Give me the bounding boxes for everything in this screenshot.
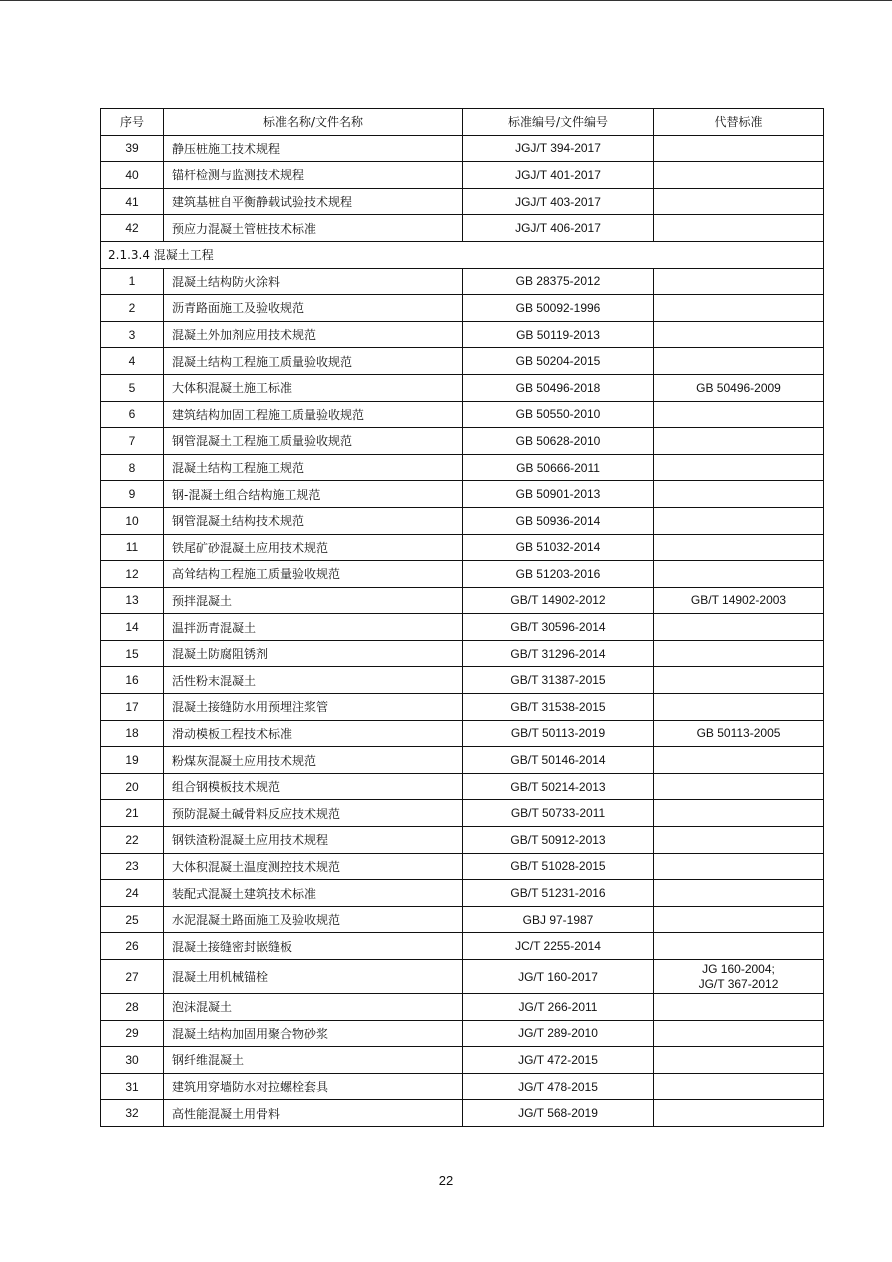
row-number: 2 xyxy=(101,295,164,322)
standard-name: 预应力混凝土管桩技术标准 xyxy=(164,215,463,242)
standard-name: 混凝土外加剂应用技术规范 xyxy=(164,321,463,348)
standard-name: 混凝土接缝防水用预埋注浆管 xyxy=(164,694,463,721)
replaced-standard-line: JG/T 367-2012 xyxy=(698,976,779,991)
table-row xyxy=(101,374,824,401)
standard-name: 混凝土结构工程施工规范 xyxy=(164,454,463,481)
table-row xyxy=(101,428,824,455)
rows-after-section xyxy=(101,268,824,1126)
replaced-standard: GB 50496-2009 xyxy=(654,374,824,401)
table-row xyxy=(101,188,824,215)
replaced-standard xyxy=(654,561,824,588)
standard-name: 高性能混凝土用骨料 xyxy=(164,1100,463,1127)
standard-code: JC/T 2255-2014 xyxy=(463,933,654,960)
table-row xyxy=(101,1073,824,1100)
standard-name: 钢管混凝土工程施工质量验收规范 xyxy=(164,428,463,455)
row-number: 31 xyxy=(101,1073,164,1100)
standard-code: GBJ 97-1987 xyxy=(463,906,654,933)
replaced-standard xyxy=(654,428,824,455)
standard-name: 钢-混凝土组合结构施工规范 xyxy=(164,481,463,508)
row-number: 9 xyxy=(101,481,164,508)
replaced-standard xyxy=(654,1020,824,1047)
standard-code: GB 28375-2012 xyxy=(463,268,654,295)
table-row xyxy=(101,614,824,641)
replaced-standard xyxy=(654,773,824,800)
table-row xyxy=(101,215,824,242)
replaced-standard: GB/T 14902-2003 xyxy=(654,587,824,614)
row-number: 1 xyxy=(101,268,164,295)
table-row xyxy=(101,561,824,588)
standard-code: GB 50628-2010 xyxy=(463,428,654,455)
replaced-standard xyxy=(654,800,824,827)
table-row xyxy=(101,773,824,800)
page-number: 22 xyxy=(438,1173,454,1188)
row-number: 32 xyxy=(101,1100,164,1127)
section-row xyxy=(101,241,824,268)
standard-name: 混凝土结构加固用聚合物砂浆 xyxy=(164,1020,463,1047)
standard-name: 装配式混凝土建筑技术标准 xyxy=(164,880,463,907)
row-number: 21 xyxy=(101,800,164,827)
row-number: 18 xyxy=(101,720,164,747)
replaced-standard xyxy=(654,640,824,667)
row-number: 28 xyxy=(101,994,164,1021)
standard-code: JGJ/T 403-2017 xyxy=(463,188,654,215)
replaced-standard-line: JG 160-2004; xyxy=(702,961,775,976)
row-number: 11 xyxy=(101,534,164,561)
replaced-standard xyxy=(654,401,824,428)
standard-code: GB 50496-2018 xyxy=(463,374,654,401)
replaced-standard xyxy=(654,960,824,994)
row-number: 8 xyxy=(101,454,164,481)
standard-code: GB 51032-2014 xyxy=(463,534,654,561)
standard-name: 混凝土用机械锚栓 xyxy=(164,960,463,994)
standard-name: 铁尾矿砂混凝土应用技术规范 xyxy=(164,534,463,561)
table-row xyxy=(101,348,824,375)
replaced-standard xyxy=(654,215,824,242)
row-number: 13 xyxy=(101,587,164,614)
table-row xyxy=(101,800,824,827)
standard-name: 大体积混凝土施工标准 xyxy=(164,374,463,401)
row-number: 30 xyxy=(101,1047,164,1074)
row-number: 22 xyxy=(101,827,164,854)
standard-code: GB/T 50214-2013 xyxy=(463,773,654,800)
standard-name: 锚杆检测与监测技术规程 xyxy=(164,162,463,189)
replaced-standard xyxy=(654,454,824,481)
header-replaces: 代替标准 xyxy=(654,109,824,136)
table-header-row xyxy=(101,109,824,136)
standard-name: 钢管混凝土结构技术规范 xyxy=(164,507,463,534)
table-row xyxy=(101,960,824,994)
row-number: 27 xyxy=(101,960,164,994)
header-name: 标准名称/文件名称 xyxy=(164,109,463,136)
standard-code: GB 51203-2016 xyxy=(463,561,654,588)
standard-code: GB/T 51028-2015 xyxy=(463,853,654,880)
replaced-standard xyxy=(654,1047,824,1074)
replaced-standard xyxy=(654,694,824,721)
replaced-standard: GB 50113-2005 xyxy=(654,720,824,747)
row-number: 29 xyxy=(101,1020,164,1047)
table-row xyxy=(101,906,824,933)
standard-code: GB/T 50146-2014 xyxy=(463,747,654,774)
standard-name: 混凝土接缝密封嵌缝板 xyxy=(164,933,463,960)
standard-code: GB/T 50113-2019 xyxy=(463,720,654,747)
row-number: 42 xyxy=(101,215,164,242)
standard-code: JGJ/T 406-2017 xyxy=(463,215,654,242)
table-row xyxy=(101,667,824,694)
standard-name: 泡沫混凝土 xyxy=(164,994,463,1021)
standard-code: JGJ/T 394-2017 xyxy=(463,135,654,162)
table-row xyxy=(101,880,824,907)
table-row xyxy=(101,321,824,348)
replaced-standard xyxy=(654,906,824,933)
replaced-standard xyxy=(654,747,824,774)
standard-code: JG/T 568-2019 xyxy=(463,1100,654,1127)
table-row xyxy=(101,720,824,747)
row-number: 7 xyxy=(101,428,164,455)
table-row xyxy=(101,933,824,960)
row-number: 26 xyxy=(101,933,164,960)
replaced-standard xyxy=(654,614,824,641)
standard-name: 组合钢模板技术规范 xyxy=(164,773,463,800)
table-row xyxy=(101,1047,824,1074)
table-row xyxy=(101,295,824,322)
replaced-standard xyxy=(654,534,824,561)
standard-code: JG/T 266-2011 xyxy=(463,994,654,1021)
standard-code: GB 50936-2014 xyxy=(463,507,654,534)
replaced-standard xyxy=(654,481,824,508)
standard-name: 温拌沥青混凝土 xyxy=(164,614,463,641)
table-row xyxy=(101,853,824,880)
row-number: 5 xyxy=(101,374,164,401)
replaced-standard xyxy=(654,880,824,907)
standard-code: GB/T 30596-2014 xyxy=(463,614,654,641)
replaced-standard xyxy=(654,1073,824,1100)
replaced-standard xyxy=(654,348,824,375)
replaced-standard xyxy=(654,295,824,322)
standard-code: GB 50901-2013 xyxy=(463,481,654,508)
table-row xyxy=(101,401,824,428)
standard-name: 建筑结构加固工程施工质量验收规范 xyxy=(164,401,463,428)
table-row xyxy=(101,747,824,774)
replaced-standard xyxy=(654,667,824,694)
row-number: 25 xyxy=(101,906,164,933)
table-row xyxy=(101,1100,824,1127)
row-number: 10 xyxy=(101,507,164,534)
standard-code: GB 50550-2010 xyxy=(463,401,654,428)
section-title: 2.1.3.4 混凝土工程 xyxy=(101,241,824,268)
row-number: 39 xyxy=(101,135,164,162)
standard-code: JG/T 289-2010 xyxy=(463,1020,654,1047)
rows-before-section xyxy=(101,135,824,241)
row-number: 19 xyxy=(101,747,164,774)
row-number: 6 xyxy=(101,401,164,428)
table-row xyxy=(101,135,824,162)
table-row xyxy=(101,534,824,561)
replaced-standard xyxy=(654,135,824,162)
table-row xyxy=(101,454,824,481)
standard-name: 钢铁渣粉混凝土应用技术规程 xyxy=(164,827,463,854)
standard-name: 高耸结构工程施工质量验收规范 xyxy=(164,561,463,588)
row-number: 12 xyxy=(101,561,164,588)
table-row xyxy=(101,507,824,534)
page-top-border xyxy=(0,0,892,1)
table-row xyxy=(101,268,824,295)
replaced-standard xyxy=(654,933,824,960)
standard-name: 混凝土防腐阻锈剂 xyxy=(164,640,463,667)
table-row xyxy=(101,162,824,189)
table-row xyxy=(101,994,824,1021)
replaced-standard xyxy=(654,321,824,348)
replaced-standard xyxy=(654,188,824,215)
replaced-standard xyxy=(654,1100,824,1127)
header-code: 标准编号/文件编号 xyxy=(463,109,654,136)
standard-code: GB 50092-1996 xyxy=(463,295,654,322)
standard-code: GB 50204-2015 xyxy=(463,348,654,375)
standard-name: 水泥混凝土路面施工及验收规范 xyxy=(164,906,463,933)
standard-name: 建筑基桩自平衡静载试验技术规程 xyxy=(164,188,463,215)
standard-name: 钢纤维混凝土 xyxy=(164,1047,463,1074)
standard-code: GB 50119-2013 xyxy=(463,321,654,348)
standard-name: 静压桩施工技术规程 xyxy=(164,135,463,162)
table-row xyxy=(101,640,824,667)
row-number: 23 xyxy=(101,853,164,880)
row-number: 4 xyxy=(101,348,164,375)
standard-code: JG/T 472-2015 xyxy=(463,1047,654,1074)
replaced-standard xyxy=(654,994,824,1021)
standard-name: 活性粉末混凝土 xyxy=(164,667,463,694)
replaced-standard xyxy=(654,162,824,189)
row-number: 15 xyxy=(101,640,164,667)
standard-name: 混凝土结构防火涂料 xyxy=(164,268,463,295)
header-no: 序号 xyxy=(101,109,164,136)
standard-code: GB 50666-2011 xyxy=(463,454,654,481)
standards-table xyxy=(100,108,824,1127)
standard-code: JG/T 160-2017 xyxy=(463,960,654,994)
replaced-standard xyxy=(654,853,824,880)
standard-name: 建筑用穿墙防水对拉螺栓套具 xyxy=(164,1073,463,1100)
table-row xyxy=(101,587,824,614)
row-number: 14 xyxy=(101,614,164,641)
row-number: 17 xyxy=(101,694,164,721)
replaced-standard xyxy=(654,827,824,854)
replaced-standard xyxy=(654,507,824,534)
row-number: 40 xyxy=(101,162,164,189)
row-number: 24 xyxy=(101,880,164,907)
standard-code: GB/T 31387-2015 xyxy=(463,667,654,694)
standard-name: 沥青路面施工及验收规范 xyxy=(164,295,463,322)
row-number: 3 xyxy=(101,321,164,348)
standard-code: GB/T 14902-2012 xyxy=(463,587,654,614)
row-number: 20 xyxy=(101,773,164,800)
row-number: 16 xyxy=(101,667,164,694)
table-row xyxy=(101,481,824,508)
table-row xyxy=(101,827,824,854)
standard-code: GB/T 50912-2013 xyxy=(463,827,654,854)
standard-name: 预拌混凝土 xyxy=(164,587,463,614)
standard-name: 滑动模板工程技术标准 xyxy=(164,720,463,747)
standard-name: 粉煤灰混凝土应用技术规范 xyxy=(164,747,463,774)
standard-name: 预防混凝土碱骨料反应技术规范 xyxy=(164,800,463,827)
standard-code: GB/T 31538-2015 xyxy=(463,694,654,721)
standard-code: GB/T 50733-2011 xyxy=(463,800,654,827)
standard-code: GB/T 51231-2016 xyxy=(463,880,654,907)
standard-code: JGJ/T 401-2017 xyxy=(463,162,654,189)
replaced-standard xyxy=(654,268,824,295)
table-row xyxy=(101,1020,824,1047)
table-row xyxy=(101,694,824,721)
standard-name: 大体积混凝土温度测控技术规范 xyxy=(164,853,463,880)
standard-name: 混凝土结构工程施工质量验收规范 xyxy=(164,348,463,375)
standard-code: GB/T 31296-2014 xyxy=(463,640,654,667)
row-number: 41 xyxy=(101,188,164,215)
standard-code: JG/T 478-2015 xyxy=(463,1073,654,1100)
